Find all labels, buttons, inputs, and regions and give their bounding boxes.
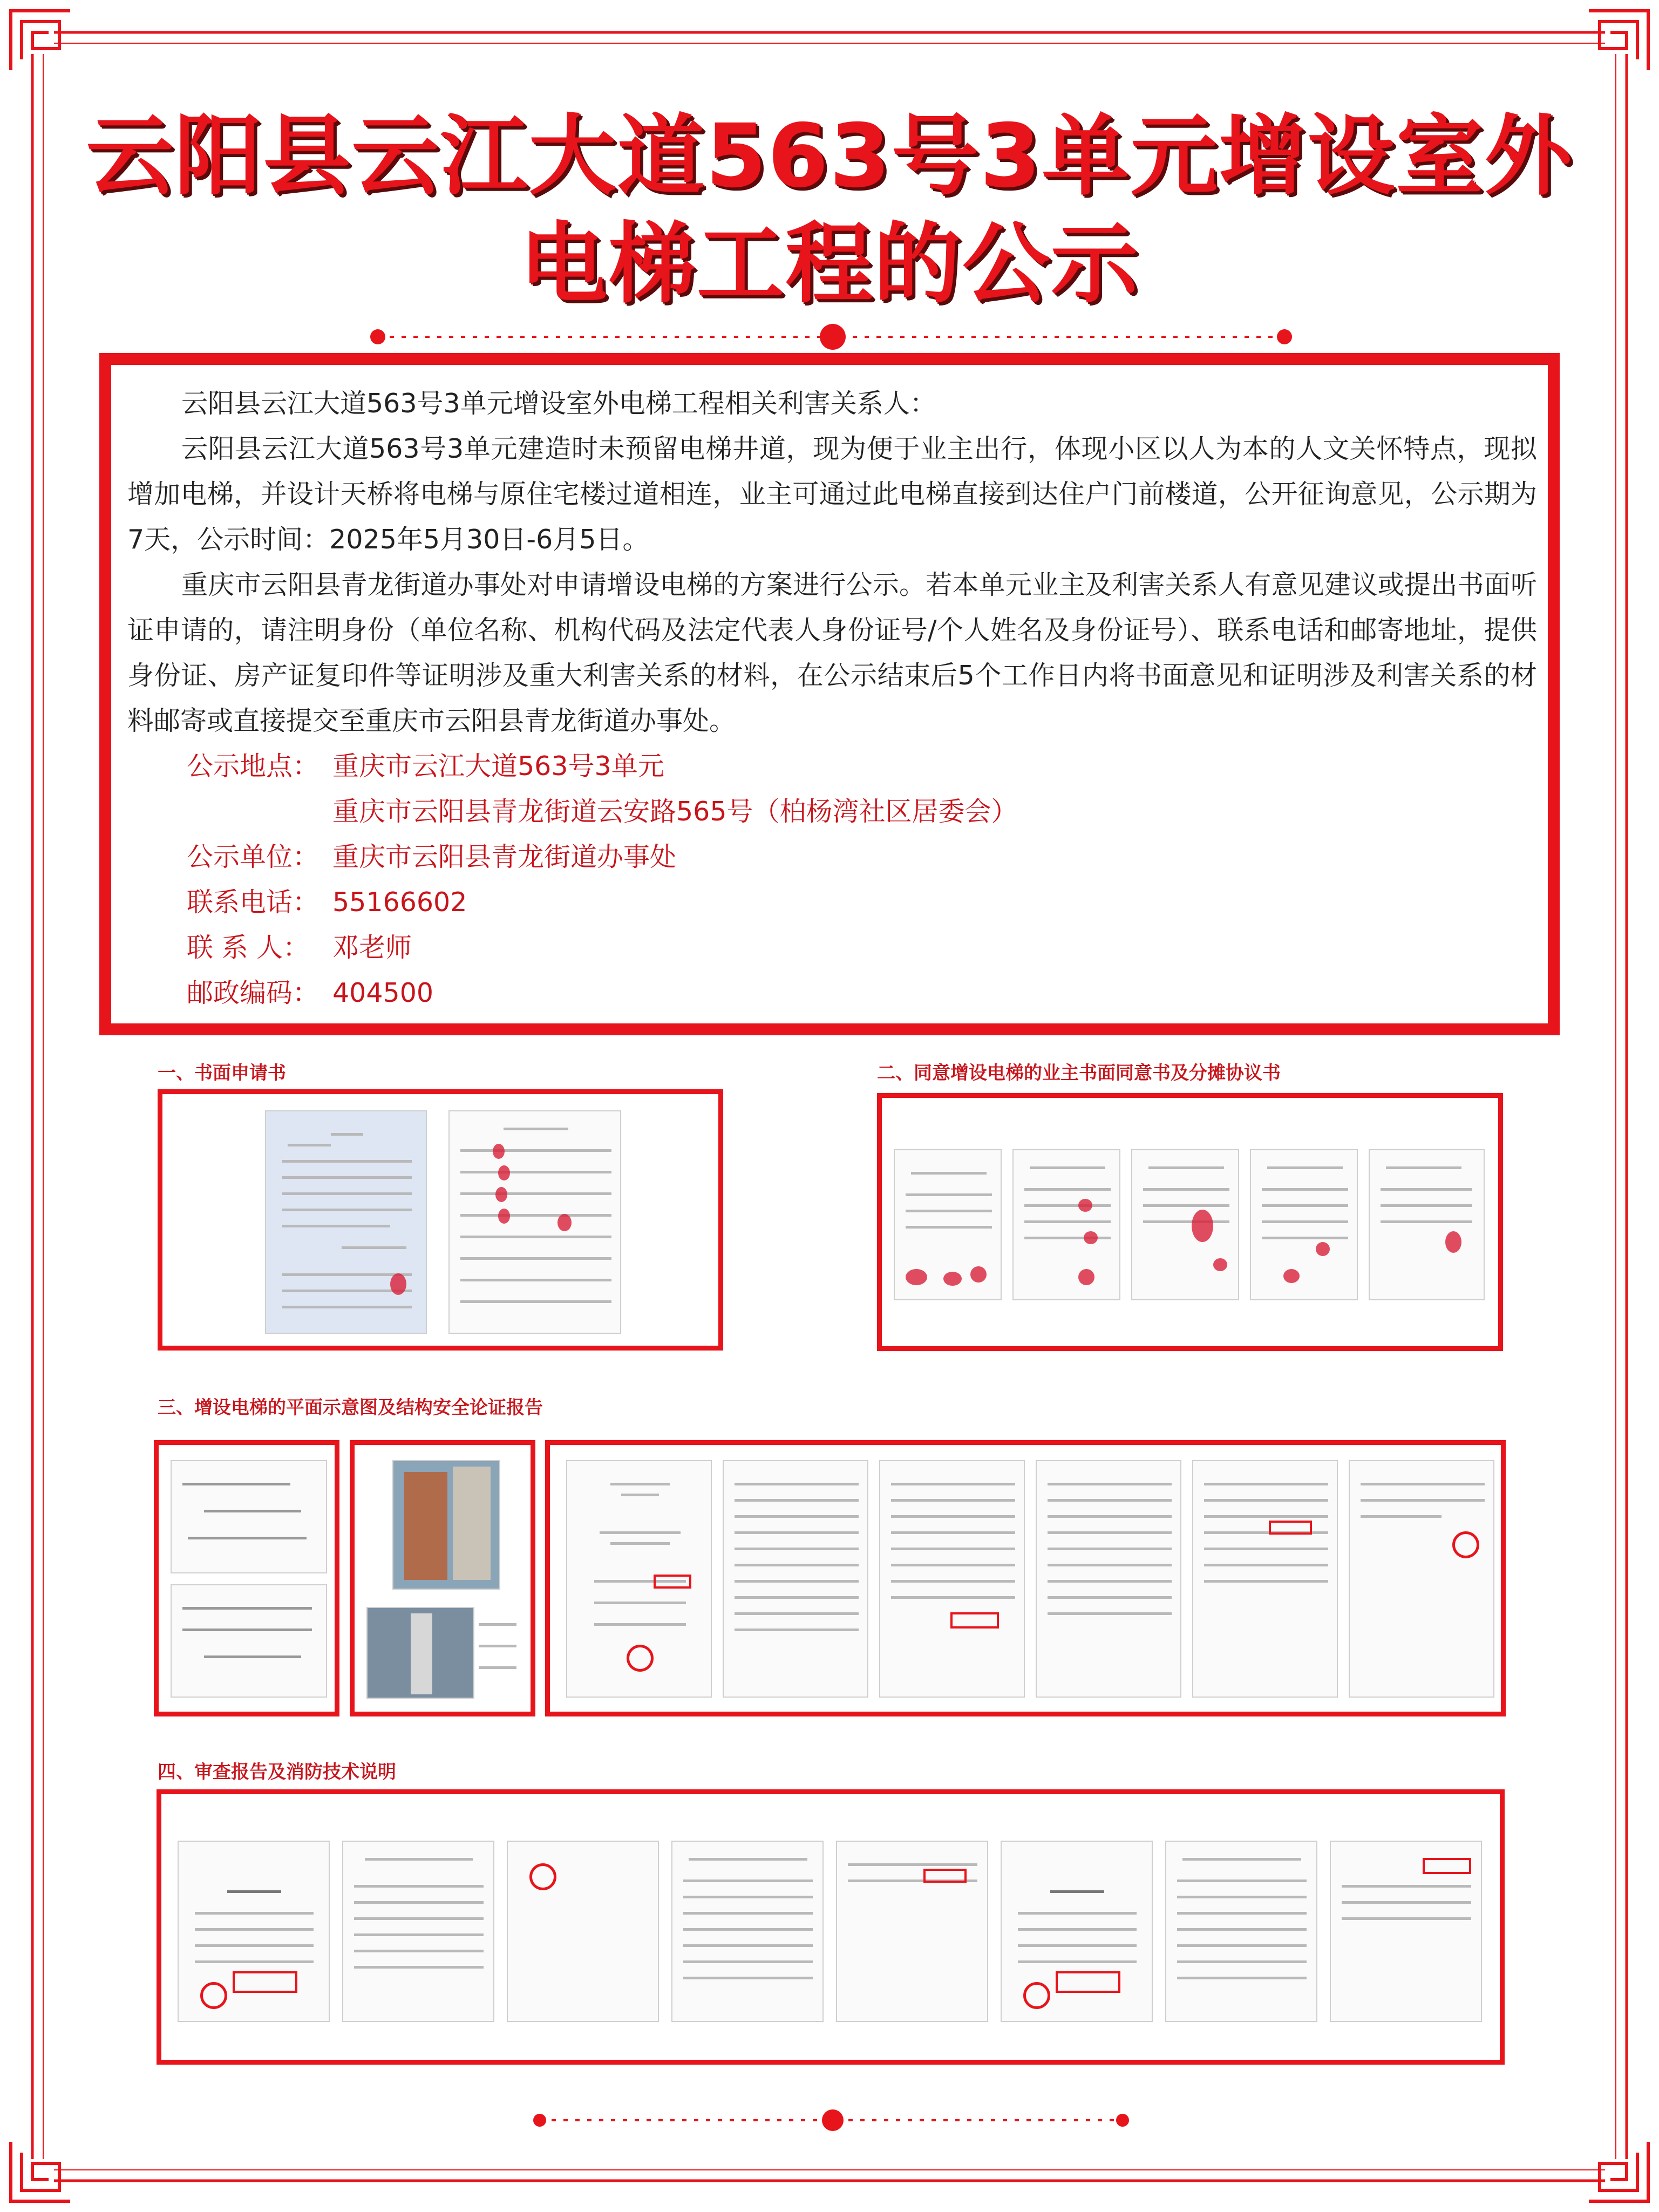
notice-salutation: 云阳县云江大道563号3单元增设室外电梯工程相关利害关系人： (181, 388, 936, 419)
fire-tech-page (1330, 1841, 1482, 2022)
report-cover-page (566, 1460, 712, 1698)
info-phone (127, 880, 1537, 925)
section-3-plan-box (154, 1440, 339, 1716)
review-table-page (1165, 1841, 1317, 2022)
info-label: 联 系 人： (187, 932, 310, 963)
info-unit (127, 834, 1537, 880)
section-3-report-box (545, 1440, 1506, 1716)
consent-doc-image (1250, 1149, 1358, 1300)
page-title-line2: 电梯工程的公示 (520, 214, 1139, 315)
info-postcode (127, 971, 1537, 1016)
consent-doc-image (894, 1149, 1002, 1300)
info-label: 公示地点： (187, 751, 319, 782)
section-title-3: 三、增设电梯的平面示意图及结构安全论证报告 (158, 1397, 543, 1419)
review-report-page (507, 1841, 659, 2022)
review-report-page (342, 1841, 494, 2022)
report-page (1349, 1460, 1494, 1698)
info-value: 重庆市云阳县青龙街道云安路565号（柏杨湾社区居委会） (332, 796, 1018, 827)
info-value: 重庆市云阳县青龙街道办事处 (332, 842, 677, 872)
notice-paragraph-2: 重庆市云阳县青龙街道办事处对申请增设电梯的方案进行公示。若本单元业主及利害关系人有意见建议或提出书面听证申请的，请注明身份（单位名称、机构代码及法定代表人身份证号/个人姓名及身份证号）、联系电话和邮寄地址，提供身份证、房产证复印件等证明涉及重大利害关系的材料，在公示结束后5个工作日内将书面意见和证明涉及利害关系的材料邮寄或直接提交至重庆市云阳县青龙街道办事处。 (127, 569, 1537, 736)
certificate-page (178, 1841, 330, 2022)
info-label: 联系电话： (187, 887, 319, 918)
info-label: 邮政编码： (187, 978, 319, 1008)
info-location (127, 744, 1537, 789)
signature-list-image (448, 1110, 621, 1334)
info-contact (127, 925, 1537, 971)
info-label: 公示单位： (187, 842, 319, 872)
application-letter-image (265, 1110, 427, 1334)
section-title-1: 一、书面申请书 (158, 1062, 286, 1084)
consent-doc-image (1012, 1149, 1120, 1300)
info-location-2 (127, 789, 1537, 834)
section-title-4: 四、审查报告及消防技术说明 (158, 1761, 396, 1783)
info-value: 55166602 (332, 887, 467, 918)
review-table-page (671, 1841, 824, 2022)
section-3-photo-box (350, 1440, 535, 1716)
report-page (1192, 1460, 1338, 1698)
floor-plan-image (171, 1584, 327, 1698)
consent-doc-image (1369, 1149, 1485, 1300)
elevator-render-photo (366, 1607, 474, 1699)
section-4-box (157, 1789, 1505, 2065)
report-page (879, 1460, 1025, 1698)
section-2-box (877, 1093, 1503, 1351)
report-page (723, 1460, 868, 1698)
info-value: 邓老师 (332, 932, 412, 963)
info-value: 重庆市云江大道563号3单元 (332, 751, 664, 782)
section-1-box (158, 1089, 723, 1351)
notice-panel (99, 353, 1560, 1035)
info-value: 404500 (332, 978, 434, 1008)
report-page (1036, 1460, 1181, 1698)
page-title-line1: 云阳县云江大道563号3单元增设室外 (86, 106, 1573, 207)
section-title-2: 二、同意增设电梯的业主书面同意书及分摊协议书 (877, 1062, 1281, 1084)
site-plan-image (171, 1460, 327, 1573)
review-table-page (836, 1841, 988, 2022)
consent-doc-image (1131, 1149, 1239, 1300)
building-photo (392, 1460, 500, 1590)
certificate-page (1001, 1841, 1153, 2022)
notice-paragraph-1: 云阳县云江大道563号3单元建造时未预留电梯井道，现为便于业主出行，体现小区以人为本的人文关怀特点，现拟增加电梯，并设计天桥将电梯与原住宅楼过道相连，业主可通过此电梯直接到达住户门前楼道，公开征询意见，公示期为7天，公示时间：2025年5月30日-6月5日。 (127, 433, 1537, 555)
